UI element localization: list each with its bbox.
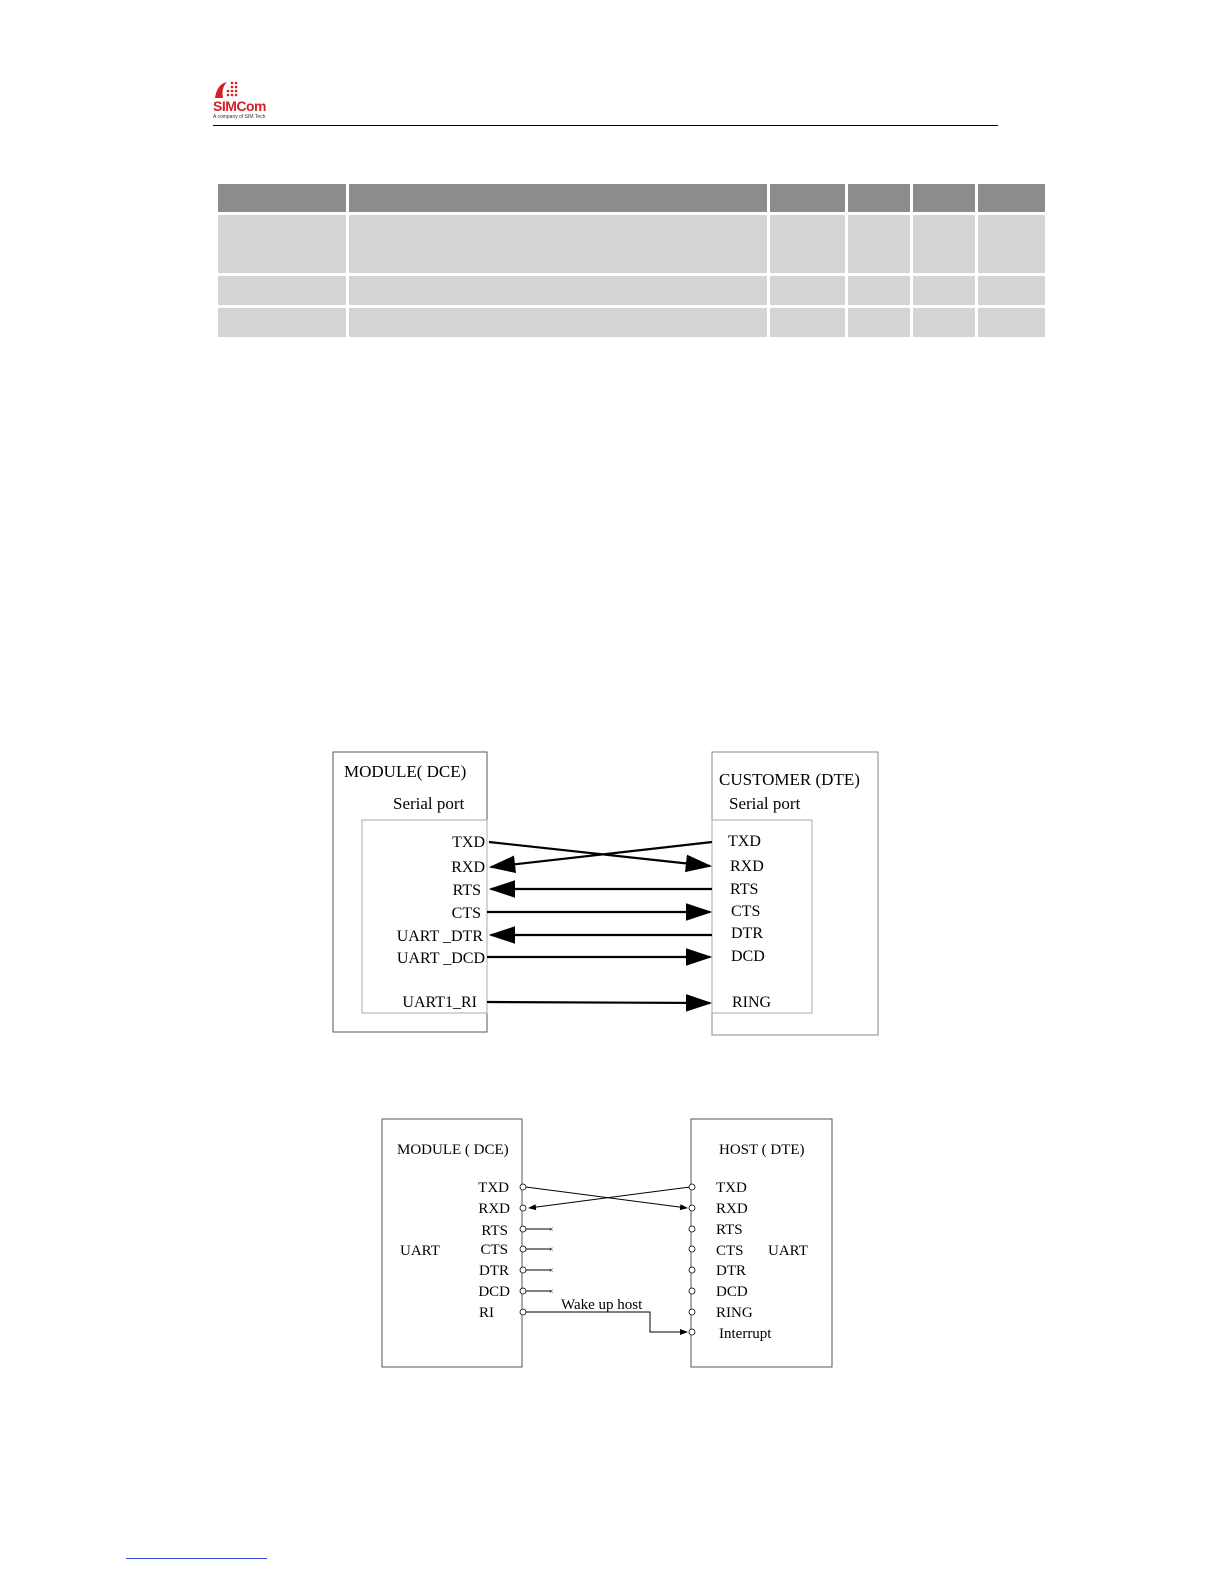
module-pin-label: RXD: [451, 859, 485, 876]
customer-pin-label: DCD: [731, 948, 765, 965]
wake-up-label: Wake up host: [561, 1297, 643, 1313]
customer-port-box: [712, 820, 812, 1013]
logo-tagline: A company of SIM Tech: [213, 114, 266, 120]
module-pin-label: TXD: [478, 1180, 509, 1196]
module-pin-label: UART1_RI: [402, 994, 477, 1011]
module-subtitle: Serial port: [393, 794, 465, 813]
module-pin-label: RI: [479, 1305, 494, 1321]
host-pin-label: RXD: [716, 1201, 748, 1217]
pin-circle-icon: [689, 1267, 695, 1273]
host-pin-label: TXD: [716, 1180, 747, 1196]
customer-pin-label: DTR: [731, 925, 763, 942]
pin-circle-icon: [520, 1267, 526, 1273]
host-pin-label: RING: [716, 1305, 753, 1321]
module-pin-label: CTS: [451, 905, 481, 922]
host-uart-label: UART: [768, 1243, 808, 1259]
no-connect-icon: ×: [549, 1266, 554, 1275]
pin-circle-icon: [689, 1205, 695, 1211]
host-pin-label: DTR: [716, 1263, 746, 1279]
module-pin-label: TXD: [452, 834, 485, 851]
ring-arrow: [487, 1002, 710, 1003]
host-pin-label: Interrupt: [719, 1326, 772, 1342]
logo-wordmark: SIMCom: [213, 98, 267, 114]
pin-circle-icon: [689, 1226, 695, 1232]
pin-circle-icon: [689, 1309, 695, 1315]
module-pin-label: RXD: [478, 1201, 510, 1217]
customer-pin-label: RTS: [730, 881, 759, 898]
no-connect-icon: ×: [549, 1245, 554, 1254]
customer-pin-label: RING: [732, 994, 772, 1011]
customer-subtitle: Serial port: [729, 794, 801, 813]
footer-link-underline[interactable]: [126, 1558, 267, 1559]
pin-circle-icon: [520, 1246, 526, 1252]
customer-title: CUSTOMER (DTE): [719, 770, 860, 789]
pin-circle-icon: [520, 1309, 526, 1315]
no-connect-icon: ×: [549, 1287, 554, 1296]
customer-pin-label: TXD: [728, 833, 761, 850]
pin-circle-icon: [689, 1246, 695, 1252]
host-title: HOST ( DTE): [719, 1142, 805, 1158]
pin-circle-icon: [520, 1226, 526, 1232]
module-pin-label: RTS: [452, 882, 481, 899]
no-connect-icon: ×: [549, 1225, 554, 1234]
module-pin-label: UART _DCD: [396, 950, 485, 967]
host-pin-label: RTS: [716, 1222, 743, 1238]
module-pin-label: DCD: [478, 1284, 510, 1300]
module-pin-label: CTS: [480, 1242, 508, 1258]
ri-interrupt-line: [526, 1312, 687, 1332]
pin-circle-icon: [520, 1288, 526, 1294]
module-pin-label: DTR: [479, 1263, 509, 1279]
host-pin-label: CTS: [716, 1243, 744, 1259]
pin-circle-icon: [520, 1205, 526, 1211]
pin-circle-icon: [689, 1184, 695, 1190]
module-uart-label: UART: [400, 1243, 440, 1259]
full-uart-diagram: [333, 752, 878, 1035]
customer-pin-label: RXD: [730, 858, 764, 875]
module-title: MODULE ( DCE): [397, 1142, 509, 1158]
pin-circle-icon: [520, 1184, 526, 1190]
no-connect-marks: [549, 1225, 554, 1296]
pin-circle-icon: [689, 1329, 695, 1335]
customer-pin-label: CTS: [731, 903, 761, 920]
pin-circle-icon: [689, 1288, 695, 1294]
module-title: MODULE( DCE): [344, 762, 467, 781]
simple-uart-diagram: [382, 1119, 832, 1367]
module-pin-label: UART _DTR: [396, 928, 483, 945]
host-pin-label: DCD: [716, 1284, 748, 1300]
module-pin-label: RTS: [481, 1223, 508, 1239]
